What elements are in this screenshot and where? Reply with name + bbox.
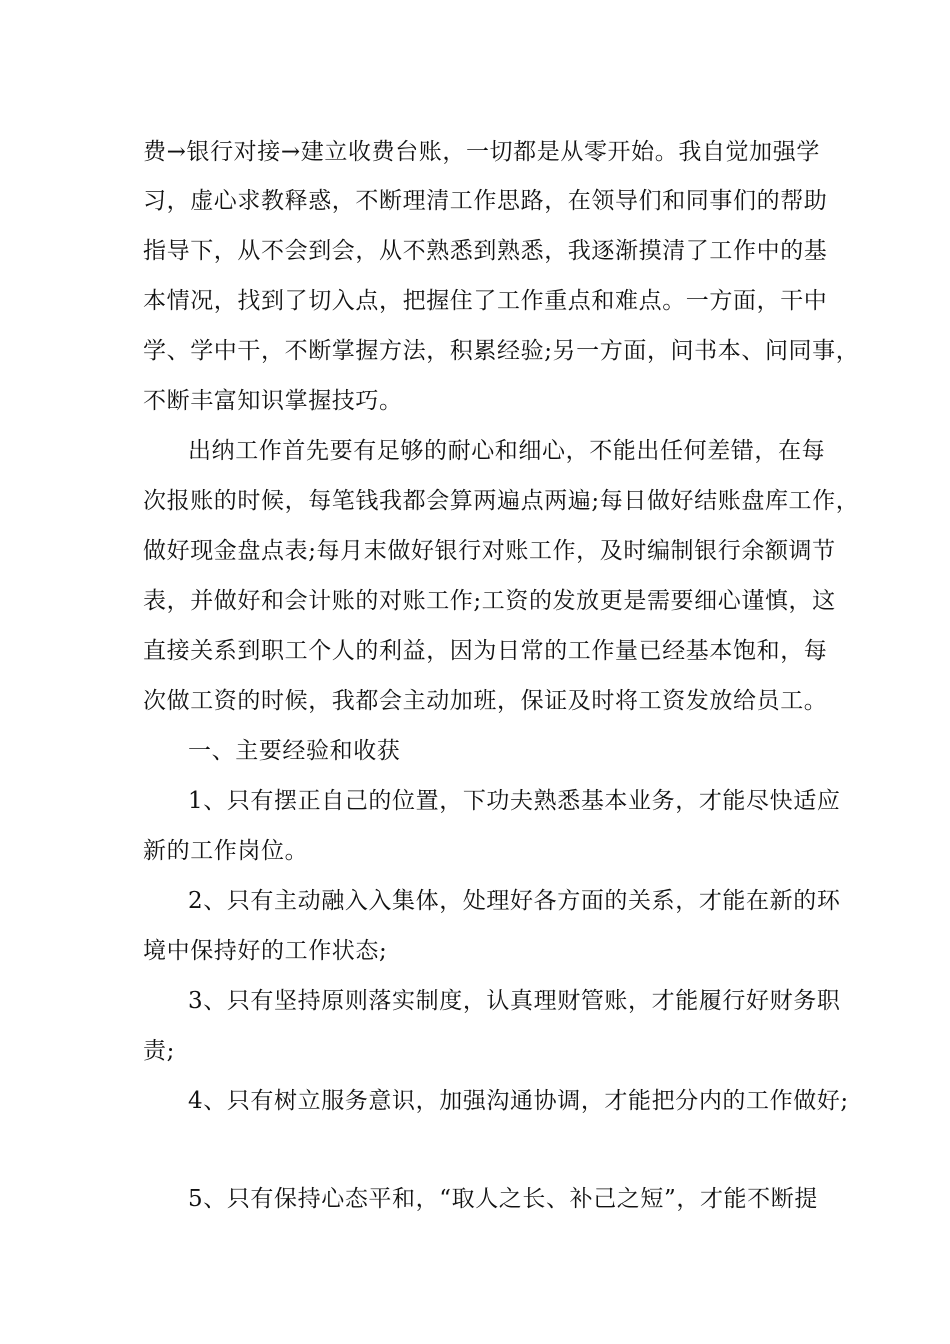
- list-item-line: 新的工作岗位。: [143, 838, 309, 864]
- section-heading: 一、主要经验和收获: [188, 738, 401, 764]
- paragraph-line: 表，并做好和会计账的对账工作;工资的发放更是需要细心谨慎，这: [143, 588, 836, 614]
- list-item-line: 2、只有主动融入入集体，处理好各方面的关系，才能在新的环: [188, 888, 841, 914]
- list-item-line: 责;: [143, 1038, 175, 1064]
- paragraph-line: 做好现金盘点表;每月末做好银行对账工作，及时编制银行余额调节: [143, 538, 836, 564]
- paragraph-line: 不断丰富知识掌握技巧。: [143, 388, 403, 414]
- list-item-line: 4、只有树立服务意识，加强沟通协调，才能把分内的工作做好;: [188, 1088, 849, 1114]
- paragraph-line: 次做工资的时候，我都会主动加班，保证及时将工资发放给员工。: [143, 688, 828, 714]
- paragraph-line: 习，虚心求教释惑，不断理清工作思路，在领导们和同事们的帮助: [143, 188, 828, 214]
- paragraph-line: 指导下，从不会到会，从不熟悉到熟悉，我逐渐摸清了工作中的基: [143, 238, 828, 264]
- list-item-line: 1、只有摆正自己的位置，下功夫熟悉基本业务，才能尽快适应: [188, 788, 841, 814]
- paragraph-line: 直接关系到职工个人的利益，因为日常的工作量已经基本饱和，每: [143, 638, 828, 664]
- list-item-line: 3、只有坚持原则落实制度，认真理财管账，才能履行好财务职: [188, 988, 841, 1014]
- paragraph-line: 出纳工作首先要有足够的耐心和细心，不能出任何差错，在每: [188, 438, 826, 464]
- list-item-line: 5、只有保持心态平和，“取人之长、补己之短”，才能不断提: [188, 1186, 818, 1212]
- paragraph-line: 学、学中干，不断掌握方法，积累经验;另一方面，问书本、问同事，: [143, 338, 860, 364]
- paragraph-line: 本情况，找到了切入点，把握住了工作重点和难点。一方面，干中: [143, 288, 828, 314]
- paragraph-line: 次报账的时候，每笔钱我都会算两遍点两遍;每日做好结账盘库工作，: [143, 488, 860, 514]
- list-item-line: 境中保持好的工作状态;: [143, 938, 388, 964]
- paragraph-line: 费→银行对接→建立收费台账，一切都是从零开始。我自觉加强学: [143, 139, 820, 165]
